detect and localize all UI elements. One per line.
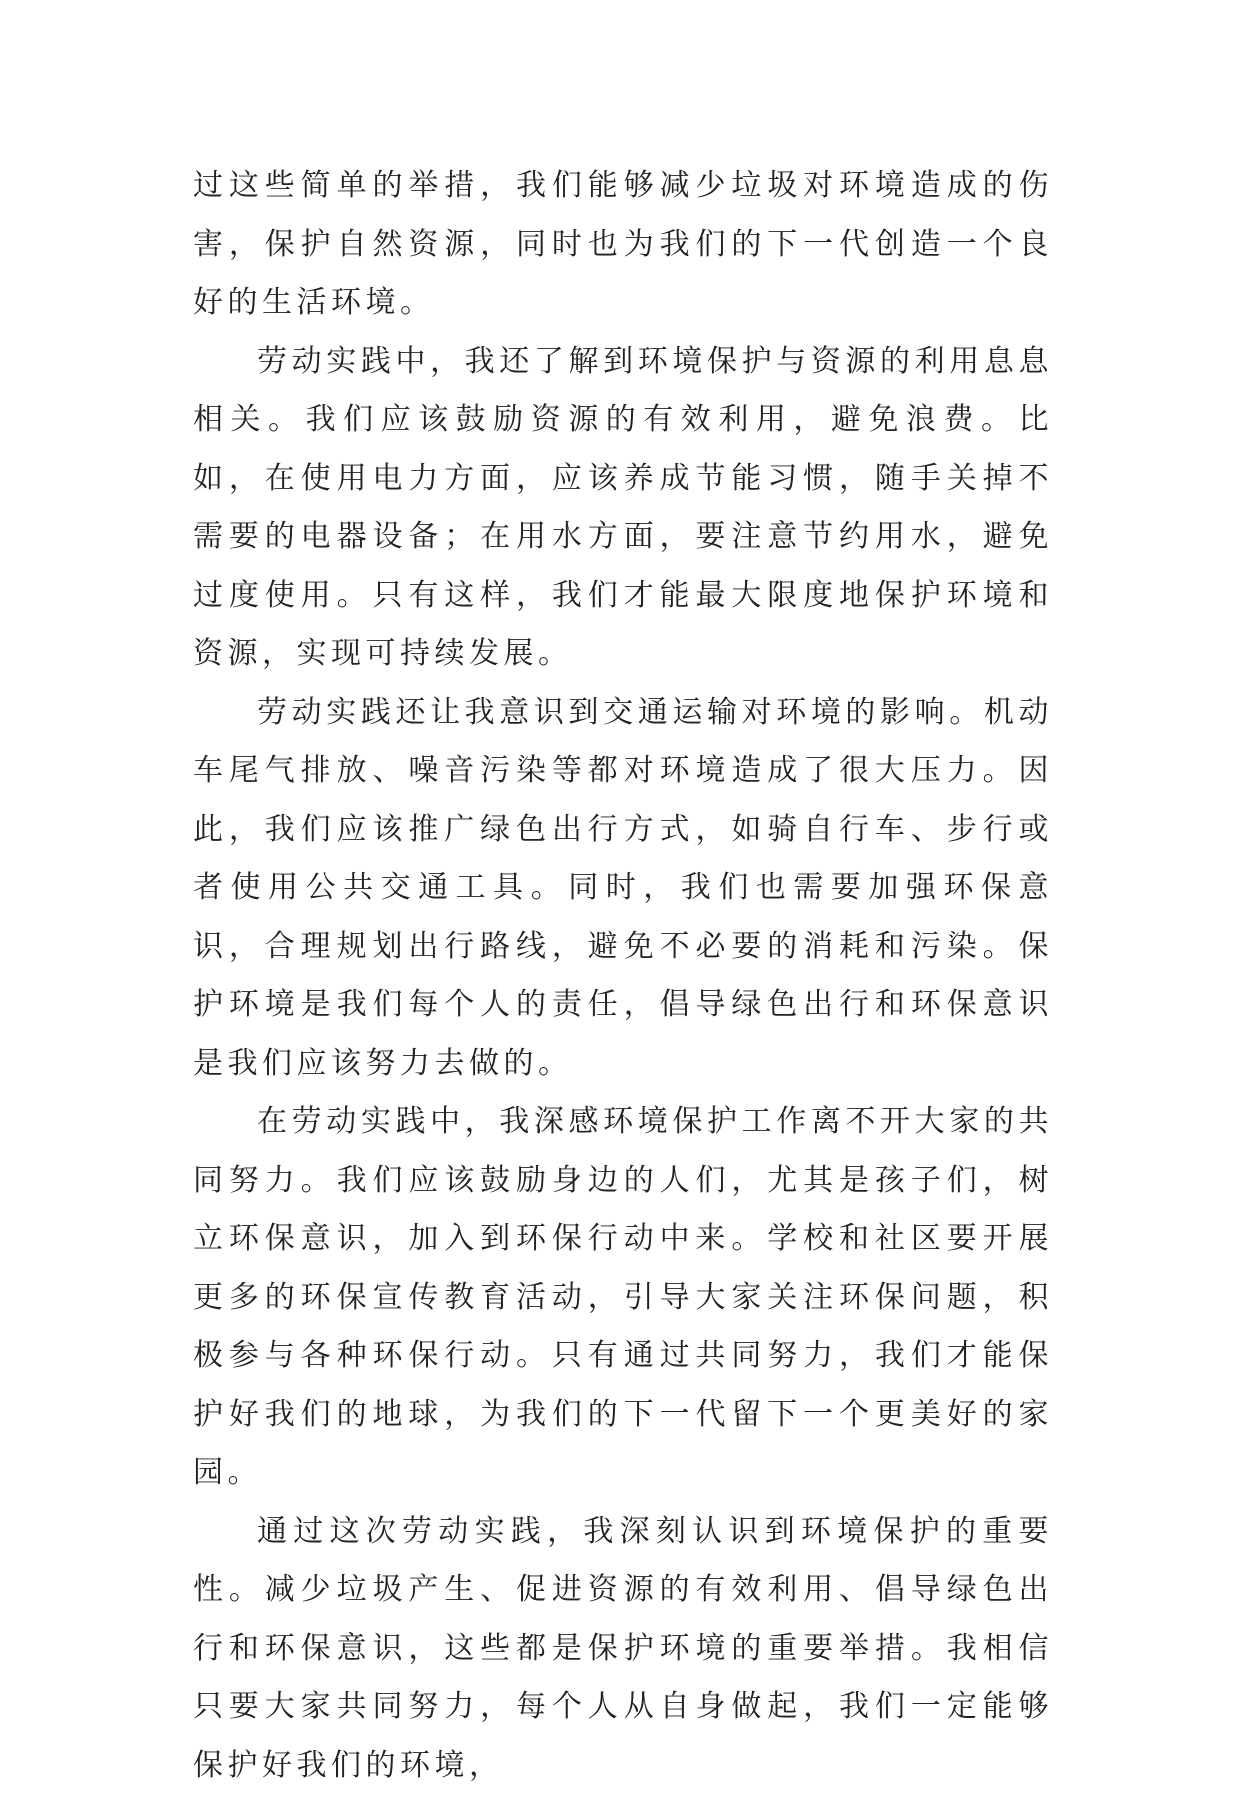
- paragraph-3: 劳动实践还让我意识到交通运输对环境的影响。机动车尾气排放、噪音污染等都对环境造成了很大压力。因此，我们应该推广绿色出行方式，如骑自行车、步行或者使用公共交通工具。同时，我们也需要加强环保意识，合理规划出行路线，避免不必要的消耗和污染。保护环境是我们每个人的责任，倡导绿色出行和环保意识是我们应该努力去做的。: [193, 684, 1053, 1094]
- paragraph-5: 通过这次劳动实践，我深刻认识到环境保护的重要性。减少垃圾产生、促进资源的有效利用、倡导绿色出行和环保意识，这些都是保护环境的重要举措。我相信只要大家共同努力，每个人从自身做起，我们一定能够保护好我们的环境，: [193, 1503, 1053, 1795]
- document-body: [193, 157, 1053, 1795]
- paragraph-1: 过这些简单的举措，我们能够减少垃圾对环境造成的伤害，保护自然资源，同时也为我们的下一代创造一个良好的生活环境。: [193, 157, 1053, 333]
- paragraph-2: 劳动实践中，我还了解到环境保护与资源的利用息息相关。我们应该鼓励资源的有效利用，避免浪费。比如，在使用电力方面，应该养成节能习惯，随手关掉不需要的电器设备；在用水方面，要注意节约用水，避免过度使用。只有这样，我们才能最大限度地保护环境和资源，实现可持续发展。: [193, 333, 1053, 684]
- paragraph-4: 在劳动实践中，我深感环境保护工作离不开大家的共同努力。我们应该鼓励身边的人们，尤其是孩子们，树立环保意识，加入到环保行动中来。学校和社区要开展更多的环保宣传教育活动，引导大家关注环保问题，积极参与各种环保行动。只有通过共同努力，我们才能保护好我们的地球，为我们的下一代留下一个更美好的家园。: [193, 1093, 1053, 1503]
